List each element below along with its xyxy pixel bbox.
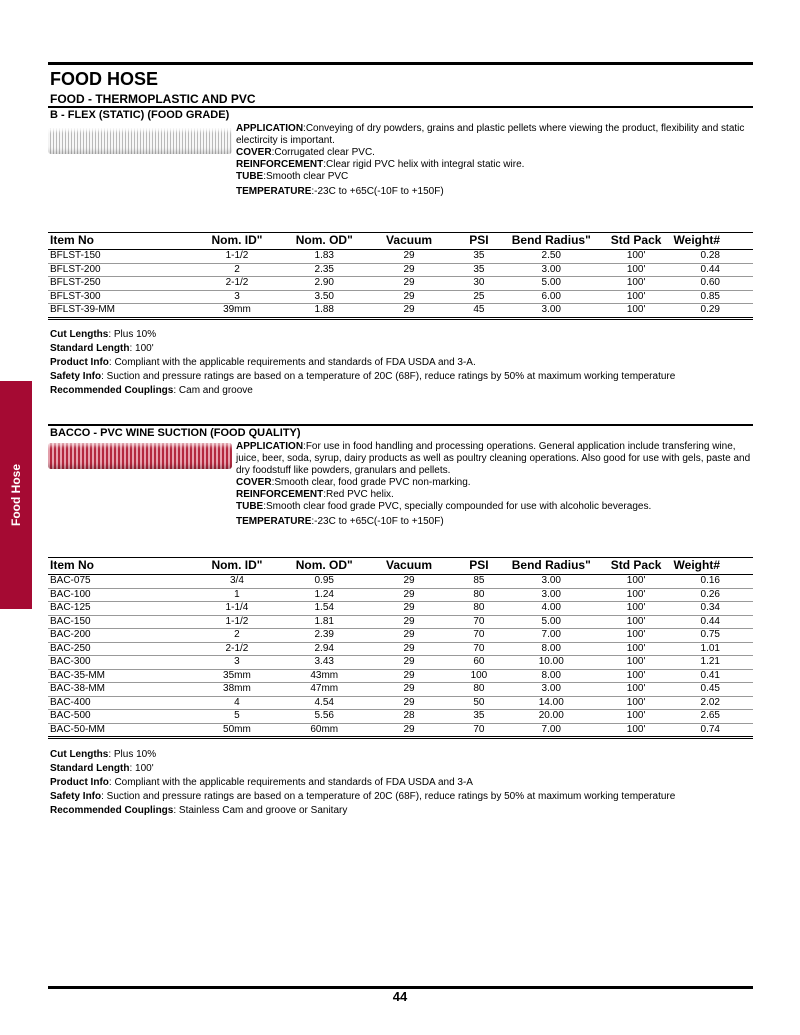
cell-psi: 80 (454, 602, 504, 616)
cell-nom-od: 1.81 (284, 615, 364, 629)
cell-item-no: BFLST-150 (48, 250, 190, 264)
cell-std-pack: 100' (599, 656, 674, 670)
col-weight: Weight# (674, 558, 753, 575)
cell-item-no: BAC-300 (48, 656, 190, 670)
cell-std-pack: 100' (599, 263, 674, 277)
table-row (48, 710, 753, 724)
col-weight: Weight# (674, 233, 753, 250)
cell-weight: 0.75 (674, 629, 753, 643)
cell-std-pack: 100' (599, 669, 674, 683)
note-couplings: Recommended Couplings: Cam and groove (50, 385, 253, 396)
spec-reinforcement: REINFORCEMENT:Clear rigid PVC helix with integral static wire. (236, 159, 525, 170)
spec-application: APPLICATION:Conveying of dry powders, grains and plastic pellets where viewing the product, flexibility and static electircity is important. (236, 123, 745, 146)
cell-vacuum: 29 (364, 290, 454, 304)
col-nom-id: Nom. ID" (190, 233, 285, 250)
spec-reinforcement: REINFORCEMENT:Red PVC helix. (236, 489, 394, 500)
cell-psi: 35 (454, 710, 504, 724)
cell-bend-radius: 7.00 (504, 629, 599, 643)
section-title-bflex: B - FLEX (STATIC) (FOOD GRADE) (50, 109, 230, 121)
cell-std-pack: 100' (599, 304, 674, 319)
cell-nom-id: 2 (190, 263, 285, 277)
cell-nom-od: 43mm (284, 669, 364, 683)
cell-std-pack: 100' (599, 629, 674, 643)
spec-cover: COVER:Corrugated clear PVC. (236, 147, 375, 158)
cell-nom-od: 2.94 (284, 642, 364, 656)
cell-psi: 70 (454, 723, 504, 738)
cell-weight: 0.16 (674, 575, 753, 589)
cell-vacuum: 29 (364, 277, 454, 291)
cell-nom-id: 1-1/2 (190, 615, 285, 629)
cell-item-no: BAC-50-MM (48, 723, 190, 738)
cell-item-no: BAC-125 (48, 602, 190, 616)
notes-bacco (50, 748, 675, 818)
cell-vacuum: 29 (364, 669, 454, 683)
cell-nom-od: 0.95 (284, 575, 364, 589)
cell-std-pack: 100' (599, 250, 674, 264)
cell-vacuum: 29 (364, 250, 454, 264)
cell-psi: 50 (454, 696, 504, 710)
spec-temperature: TEMPERATURE:-23C to +65C(-10F to +150F) (236, 516, 444, 527)
cell-psi: 25 (454, 290, 504, 304)
note-safety-info: Safety Info: Suction and pressure ratings are based on a temperature of 20C (68F), reduce ratings by 50% at maximum working temperature (50, 791, 676, 802)
cell-nom-od: 3.50 (284, 290, 364, 304)
col-nom-od: Nom. OD" (284, 558, 364, 575)
cell-nom-id: 2 (190, 629, 285, 643)
cell-std-pack: 100' (599, 710, 674, 724)
spec-temperature: TEMPERATURE:-23C to +65C(-10F to +150F) (236, 186, 444, 197)
notes-bflex (50, 328, 675, 398)
cell-nom-od: 2.35 (284, 263, 364, 277)
cell-nom-od: 1.83 (284, 250, 364, 264)
cell-vacuum: 29 (364, 629, 454, 643)
cell-nom-id: 3 (190, 290, 285, 304)
cell-item-no: BAC-500 (48, 710, 190, 724)
cell-vacuum: 29 (364, 575, 454, 589)
cell-nom-id: 1-1/4 (190, 602, 285, 616)
cell-psi: 80 (454, 588, 504, 602)
cell-bend-radius: 6.00 (504, 290, 599, 304)
cell-vacuum: 29 (364, 642, 454, 656)
cell-bend-radius: 8.00 (504, 669, 599, 683)
spec-tube: TUBE:Smooth clear food grade PVC, specially compounded for use with alcoholic beverages. (236, 501, 652, 512)
cell-weight: 0.26 (674, 588, 753, 602)
col-bend-radius: Bend Radius" (504, 233, 599, 250)
cell-weight: 1.01 (674, 642, 753, 656)
cell-psi: 35 (454, 263, 504, 277)
cell-vacuum: 29 (364, 615, 454, 629)
cell-bend-radius: 2.50 (504, 250, 599, 264)
table-row (48, 642, 753, 656)
cell-psi: 30 (454, 277, 504, 291)
cell-std-pack: 100' (599, 277, 674, 291)
cell-vacuum: 29 (364, 723, 454, 738)
table-row (48, 304, 753, 319)
cell-psi: 45 (454, 304, 504, 319)
cell-bend-radius: 14.00 (504, 696, 599, 710)
page-subtitle: FOOD - THERMOPLASTIC AND PVC (50, 92, 256, 106)
note-product-info: Product Info: Compliant with the applicable requirements and standards of FDA USDA and 3-A. (50, 357, 476, 368)
section-title-bacco: BACCO - PVC WINE SUCTION (FOOD QUALITY) (50, 427, 301, 439)
product-table-bflex (48, 232, 753, 320)
cell-std-pack: 100' (599, 588, 674, 602)
cell-bend-radius: 4.00 (504, 602, 599, 616)
col-std-pack: Std Pack (599, 233, 674, 250)
page-number: 44 (392, 989, 408, 1004)
cell-bend-radius: 8.00 (504, 642, 599, 656)
table-row (48, 575, 753, 589)
cell-nom-od: 1.88 (284, 304, 364, 319)
table-row (48, 615, 753, 629)
red-helix-hose-image (48, 443, 232, 469)
cell-bend-radius: 5.00 (504, 615, 599, 629)
cell-item-no: BFLST-300 (48, 290, 190, 304)
cell-item-no: BAC-100 (48, 588, 190, 602)
cell-std-pack: 100' (599, 290, 674, 304)
cell-weight: 0.29 (674, 304, 753, 319)
note-cut-lengths: Cut Lengths: Plus 10% (50, 329, 157, 340)
cell-nom-id: 38mm (190, 683, 285, 697)
table-row (48, 656, 753, 670)
table-row (48, 683, 753, 697)
spec-tube: TUBE:Smooth clear PVC (236, 171, 349, 182)
cell-weight: 0.60 (674, 277, 753, 291)
table-row (48, 588, 753, 602)
cell-nom-id: 3 (190, 656, 285, 670)
cell-nom-od: 4.54 (284, 696, 364, 710)
top-rule (48, 62, 753, 65)
col-nom-od: Nom. OD" (284, 233, 364, 250)
cell-std-pack: 100' (599, 602, 674, 616)
col-vacuum: Vacuum (364, 558, 454, 575)
cell-weight: 0.28 (674, 250, 753, 264)
cell-nom-od: 3.43 (284, 656, 364, 670)
note-standard-length: Standard Length: 100' (50, 343, 154, 354)
cell-weight: 0.44 (674, 263, 753, 277)
cell-weight: 0.34 (674, 602, 753, 616)
cell-item-no: BAC-200 (48, 629, 190, 643)
cell-bend-radius: 20.00 (504, 710, 599, 724)
cell-weight: 2.65 (674, 710, 753, 724)
cell-vacuum: 28 (364, 710, 454, 724)
cell-weight: 0.41 (674, 669, 753, 683)
cell-nom-od: 1.24 (284, 588, 364, 602)
cell-item-no: BAC-150 (48, 615, 190, 629)
cell-bend-radius: 7.00 (504, 723, 599, 738)
cell-item-no: BAC-075 (48, 575, 190, 589)
cell-weight: 0.85 (674, 290, 753, 304)
cell-weight: 0.44 (674, 615, 753, 629)
cell-bend-radius: 10.00 (504, 656, 599, 670)
cell-std-pack: 100' (599, 696, 674, 710)
cell-psi: 35 (454, 250, 504, 264)
cell-item-no: BFLST-39-MM (48, 304, 190, 319)
cell-item-no: BFLST-250 (48, 277, 190, 291)
cell-std-pack: 100' (599, 575, 674, 589)
cell-nom-id: 50mm (190, 723, 285, 738)
note-couplings: Recommended Couplings: Stainless Cam and groove or Sanitary (50, 805, 348, 816)
table-header-row (48, 558, 753, 575)
cell-nom-od: 2.39 (284, 629, 364, 643)
cell-nom-od: 60mm (284, 723, 364, 738)
cell-psi: 70 (454, 642, 504, 656)
cell-std-pack: 100' (599, 615, 674, 629)
cell-nom-id: 39mm (190, 304, 285, 319)
cell-psi: 100 (454, 669, 504, 683)
table-row (48, 723, 753, 738)
product-table-bacco (48, 557, 753, 739)
cell-vacuum: 29 (364, 656, 454, 670)
cell-vacuum: 29 (364, 683, 454, 697)
col-psi: PSI (454, 558, 504, 575)
cell-item-no: BAC-35-MM (48, 669, 190, 683)
note-standard-length: Standard Length: 100' (50, 763, 154, 774)
note-cut-lengths: Cut Lengths: Plus 10% (50, 749, 157, 760)
cell-nom-id: 3/4 (190, 575, 285, 589)
cell-weight: 1.21 (674, 656, 753, 670)
spec-cover: COVER:Smooth clear, food grade PVC non-marking. (236, 477, 471, 488)
cell-item-no: BFLST-200 (48, 263, 190, 277)
cell-weight: 2.02 (674, 696, 753, 710)
section-rule-bacco (48, 424, 753, 426)
cell-nom-od: 2.90 (284, 277, 364, 291)
cell-std-pack: 100' (599, 642, 674, 656)
cell-nom-id: 35mm (190, 669, 285, 683)
cell-psi: 80 (454, 683, 504, 697)
cell-bend-radius: 3.00 (504, 588, 599, 602)
table-header-row (48, 233, 753, 250)
col-psi: PSI (454, 233, 504, 250)
clear-hose-image (48, 128, 232, 154)
side-tab-label: Food Hose (9, 464, 23, 526)
table-row (48, 669, 753, 683)
table-row (48, 602, 753, 616)
cell-vacuum: 29 (364, 304, 454, 319)
cell-psi: 60 (454, 656, 504, 670)
cell-std-pack: 100' (599, 683, 674, 697)
cell-vacuum: 29 (364, 588, 454, 602)
cell-nom-od: 1.54 (284, 602, 364, 616)
note-product-info: Product Info: Compliant with the applicable requirements and standards of FDA USDA and 3-A (50, 777, 473, 788)
spec-application: APPLICATION:For use in food handling and processing operations. General application include transfering wine, juice, beer, soda, syrup, dairy products as well as poultry cleaning operations. Also good for use with gels, paste and dry foodstuff like powders, granulars and pellets. (236, 441, 751, 476)
cell-nom-id: 1 (190, 588, 285, 602)
table-row (48, 629, 753, 643)
cell-item-no: BAC-38-MM (48, 683, 190, 697)
cell-item-no: BAC-250 (48, 642, 190, 656)
cell-nom-od: 47mm (284, 683, 364, 697)
cell-nom-id: 2-1/2 (190, 277, 285, 291)
cell-vacuum: 29 (364, 602, 454, 616)
cell-nom-id: 5 (190, 710, 285, 724)
cell-weight: 0.45 (674, 683, 753, 697)
cell-bend-radius: 3.00 (504, 263, 599, 277)
col-nom-id: Nom. ID" (190, 558, 285, 575)
subtitle-rule (48, 106, 753, 108)
cell-nom-id: 2-1/2 (190, 642, 285, 656)
col-item-no: Item No (48, 558, 190, 575)
col-vacuum: Vacuum (364, 233, 454, 250)
spec-block-bacco (236, 441, 756, 528)
page-title: FOOD HOSE (50, 69, 159, 89)
note-safety-info: Safety Info: Suction and pressure ratings are based on a temperature of 20C (68F), reduce ratings by 50% at maximum working temperature (50, 371, 676, 382)
table-row (48, 277, 753, 291)
cell-bend-radius: 3.00 (504, 683, 599, 697)
col-std-pack: Std Pack (599, 558, 674, 575)
cell-psi: 85 (454, 575, 504, 589)
col-bend-radius: Bend Radius" (504, 558, 599, 575)
cell-std-pack: 100' (599, 723, 674, 738)
cell-weight: 0.74 (674, 723, 753, 738)
cell-nom-id: 1-1/2 (190, 250, 285, 264)
table-row (48, 263, 753, 277)
table-row (48, 696, 753, 710)
side-tab (0, 381, 32, 609)
cell-nom-id: 4 (190, 696, 285, 710)
cell-bend-radius: 5.00 (504, 277, 599, 291)
cell-item-no: BAC-400 (48, 696, 190, 710)
col-item-no: Item No (48, 233, 190, 250)
cell-vacuum: 29 (364, 696, 454, 710)
cell-vacuum: 29 (364, 263, 454, 277)
cell-bend-radius: 3.00 (504, 575, 599, 589)
cell-psi: 70 (454, 615, 504, 629)
cell-psi: 70 (454, 629, 504, 643)
cell-nom-od: 5.56 (284, 710, 364, 724)
table-row (48, 250, 753, 264)
table-row (48, 290, 753, 304)
spec-block-bflex (236, 123, 756, 198)
cell-bend-radius: 3.00 (504, 304, 599, 319)
